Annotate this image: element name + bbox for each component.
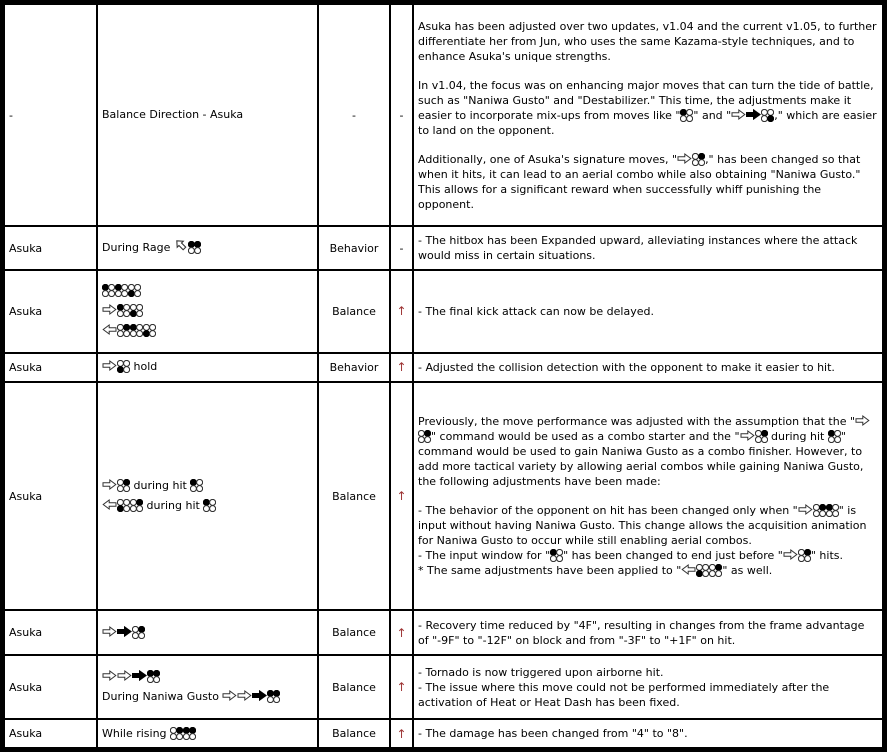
direction-cell: ↑: [390, 610, 413, 655]
description-cell: [413, 610, 883, 655]
description-paragraph: - The damage has been changed from "4" to "8".: [418, 727, 688, 741]
direction-cell: ↑: [390, 353, 413, 383]
description-cell: [413, 655, 883, 719]
category-cell: Balance: [318, 382, 390, 610]
table-row: [4, 719, 883, 748]
button-1-icon: [117, 304, 130, 317]
table-row: [4, 226, 883, 270]
description-paragraph: - The final kick attack can now be delayed.: [418, 304, 654, 318]
description-paragraph: - Tornado is now triggered upon airborne hit. - The issue where this move could not be performed immediately after the activation of Heat or Heat Dash has been fixed.: [418, 665, 830, 709]
category-cell: Balance: [318, 655, 390, 719]
table-row: [4, 382, 883, 610]
table-row: [4, 270, 883, 353]
button-2-icon: [755, 430, 768, 443]
character-cell: Asuka: [4, 226, 97, 270]
command-line: during hit: [102, 496, 313, 516]
arrow-down-back-icon: [174, 238, 188, 252]
arrow-forward-icon: [117, 670, 132, 681]
direction-cell: ↑: [390, 270, 413, 353]
button-2-icon: [798, 549, 811, 562]
description-paragraph: - Recovery time reduced by "4F", resulting in changes from the frame advantage of "-9F" to "-12F" on block and from "-3F" to "+1F" on hit.: [418, 618, 865, 647]
button-4-icon: [761, 109, 774, 122]
button-1-icon: [826, 504, 839, 517]
button-1-icon: [102, 284, 115, 297]
button-3-icon: [128, 284, 141, 297]
character-cell: -: [4, 4, 97, 226]
button-2-icon: [418, 430, 431, 443]
table-row: [4, 655, 883, 719]
category-cell: Balance: [318, 610, 390, 655]
button-1-icon: [203, 499, 216, 512]
description-paragraph: Previously, the move performance was adjusted with the assumption that the "" command would be used as a combo starter and the " during hit " command would be used to gain Naniwa Gusto as a combo finisher. However, to add more tactical variety by allowing aerial combos while gaining Naniwa Gusto, the following adjustments have been made:: [418, 414, 878, 489]
arrow-forward-icon: [102, 626, 117, 637]
command-cell: [97, 353, 318, 383]
button-1-icon: [115, 284, 128, 297]
arrow-forward-icon: [740, 430, 755, 441]
description-cell: [413, 4, 883, 226]
description-cell: [413, 719, 883, 748]
direction-cell: ↑: [390, 382, 413, 610]
command-line: While rising: [102, 724, 313, 744]
button-2-icon: [813, 504, 826, 517]
direction-cell: -: [390, 4, 413, 226]
arrow-forward-icon: [102, 360, 117, 371]
character-cell: Asuka: [4, 382, 97, 610]
arrow-forward-icon: [731, 109, 746, 120]
button-3-icon: [696, 564, 709, 577]
description-cell: [413, 353, 883, 383]
command-line: [102, 321, 313, 341]
arrow-forward-filled-icon: [746, 109, 761, 120]
command-line: During Naniwa Gusto: [102, 687, 313, 707]
button-2-icon: [692, 153, 705, 166]
command-cell: [97, 270, 318, 353]
button-1plus2-icon: [183, 727, 196, 740]
arrow-forward-icon: [677, 153, 692, 164]
command-line: hold: [102, 357, 313, 377]
description-cell: [413, 226, 883, 270]
description-paragraph: - The behavior of the opponent on hit has been changed only when " " is input without having Naniwa Gusto. This change allows the acquisition animation for Naniwa Gusto to occur while still enabling aerial combos. - The input window for " " has been changed to end just before " " hits. * The same adjustments have been applied to " " as well.: [418, 504, 867, 578]
character-cell: Asuka: [4, 353, 97, 383]
direction-cell: ↑: [390, 719, 413, 748]
command-cell: [97, 4, 318, 226]
description-paragraph: In v1.04, the focus was on enhancing major moves that can turn the tide of battle, such as "Naniwa Gusto" and "Destabilizer." This time, the adjustments make it easier to incorporate mix-ups from moves like " " and " ," which are easier to land on the opponent.: [418, 78, 877, 137]
description-paragraph: - The hitbox has been Expanded upward, alleviating instances where the attack would miss in certain situations.: [418, 234, 858, 263]
arrow-forward-icon: [783, 549, 798, 560]
arrow-forward-icon: [102, 479, 117, 490]
category-cell: Balance: [318, 270, 390, 353]
arrow-forward-filled-icon: [252, 690, 267, 701]
command-cell: [97, 226, 318, 270]
arrow-back-icon: [102, 499, 117, 510]
command-line: [102, 623, 313, 643]
button-2-icon: [132, 626, 145, 639]
button-1-icon: [550, 549, 563, 562]
button-2-icon: [117, 479, 130, 492]
description-paragraph: Asuka has been adjusted over two updates, v1.04 and the current v1.05, to further differentiate her from Jun, who uses the same Kazama-style techniques, and to enhance Asuka's unique strengths.: [418, 19, 877, 63]
command-line: During Rage: [102, 238, 313, 258]
command-cell: [97, 610, 318, 655]
command-line: [102, 281, 313, 301]
button-3-icon: [130, 304, 143, 317]
description-cell: [413, 270, 883, 353]
character-cell: Asuka: [4, 610, 97, 655]
table-row: [4, 4, 883, 226]
description-paragraph: - Adjusted the collision detection with the opponent to make it easier to hit.: [418, 360, 835, 374]
command-line: [102, 301, 313, 321]
arrow-forward-icon: [102, 304, 117, 315]
button-1-icon: [130, 324, 143, 337]
button-1plus2-icon: [147, 670, 160, 683]
command-cell: [97, 382, 318, 610]
button-3-icon: [143, 324, 156, 337]
button-1-icon: [190, 479, 203, 492]
direction-cell: -: [390, 226, 413, 270]
command-line: Balance Direction - Asuka: [102, 108, 244, 122]
button-2-icon: [117, 324, 130, 337]
command-line: [102, 667, 313, 687]
arrow-forward-filled-icon: [117, 626, 132, 637]
button-1-icon: [680, 109, 693, 122]
button-2-icon: [709, 564, 722, 577]
button-2-icon: [170, 727, 183, 740]
command-line: during hit: [102, 476, 313, 496]
character-cell: Asuka: [4, 655, 97, 719]
arrow-forward-icon: [222, 690, 237, 701]
arrow-back-icon: [681, 564, 696, 575]
button-1-icon: [828, 430, 841, 443]
arrow-forward-icon: [798, 504, 813, 515]
arrow-forward-filled-icon: [132, 670, 147, 681]
arrow-forward-icon: [237, 690, 252, 701]
button-1plus2-icon: [188, 241, 201, 254]
patch-notes-table: [3, 3, 884, 749]
button-3-icon: [117, 499, 130, 512]
button-3-icon: [117, 360, 130, 373]
arrow-forward-icon: [855, 415, 870, 426]
character-cell: Asuka: [4, 270, 97, 353]
category-cell: -: [318, 4, 390, 226]
command-cell: [97, 719, 318, 748]
table-row: [4, 610, 883, 655]
character-cell: Asuka: [4, 719, 97, 748]
category-cell: Balance: [318, 719, 390, 748]
button-1plus2-icon: [267, 690, 280, 703]
table-body: [4, 4, 883, 748]
table-row: [4, 353, 883, 383]
direction-cell: ↑: [390, 655, 413, 719]
arrow-forward-icon: [102, 670, 117, 681]
description-cell: [413, 382, 883, 610]
description-paragraph: Additionally, one of Asuka's signature moves, " ," has been changed so that when it hits, it can lead to an aerial combo while also obtaining "Naniwa Gusto." This allows for a significant reward when successfully whiff punishing the opponent.: [418, 152, 861, 211]
command-cell: [97, 655, 318, 719]
button-2-icon: [130, 499, 143, 512]
arrow-back-icon: [102, 324, 117, 335]
category-cell: Behavior: [318, 226, 390, 270]
category-cell: Behavior: [318, 353, 390, 383]
